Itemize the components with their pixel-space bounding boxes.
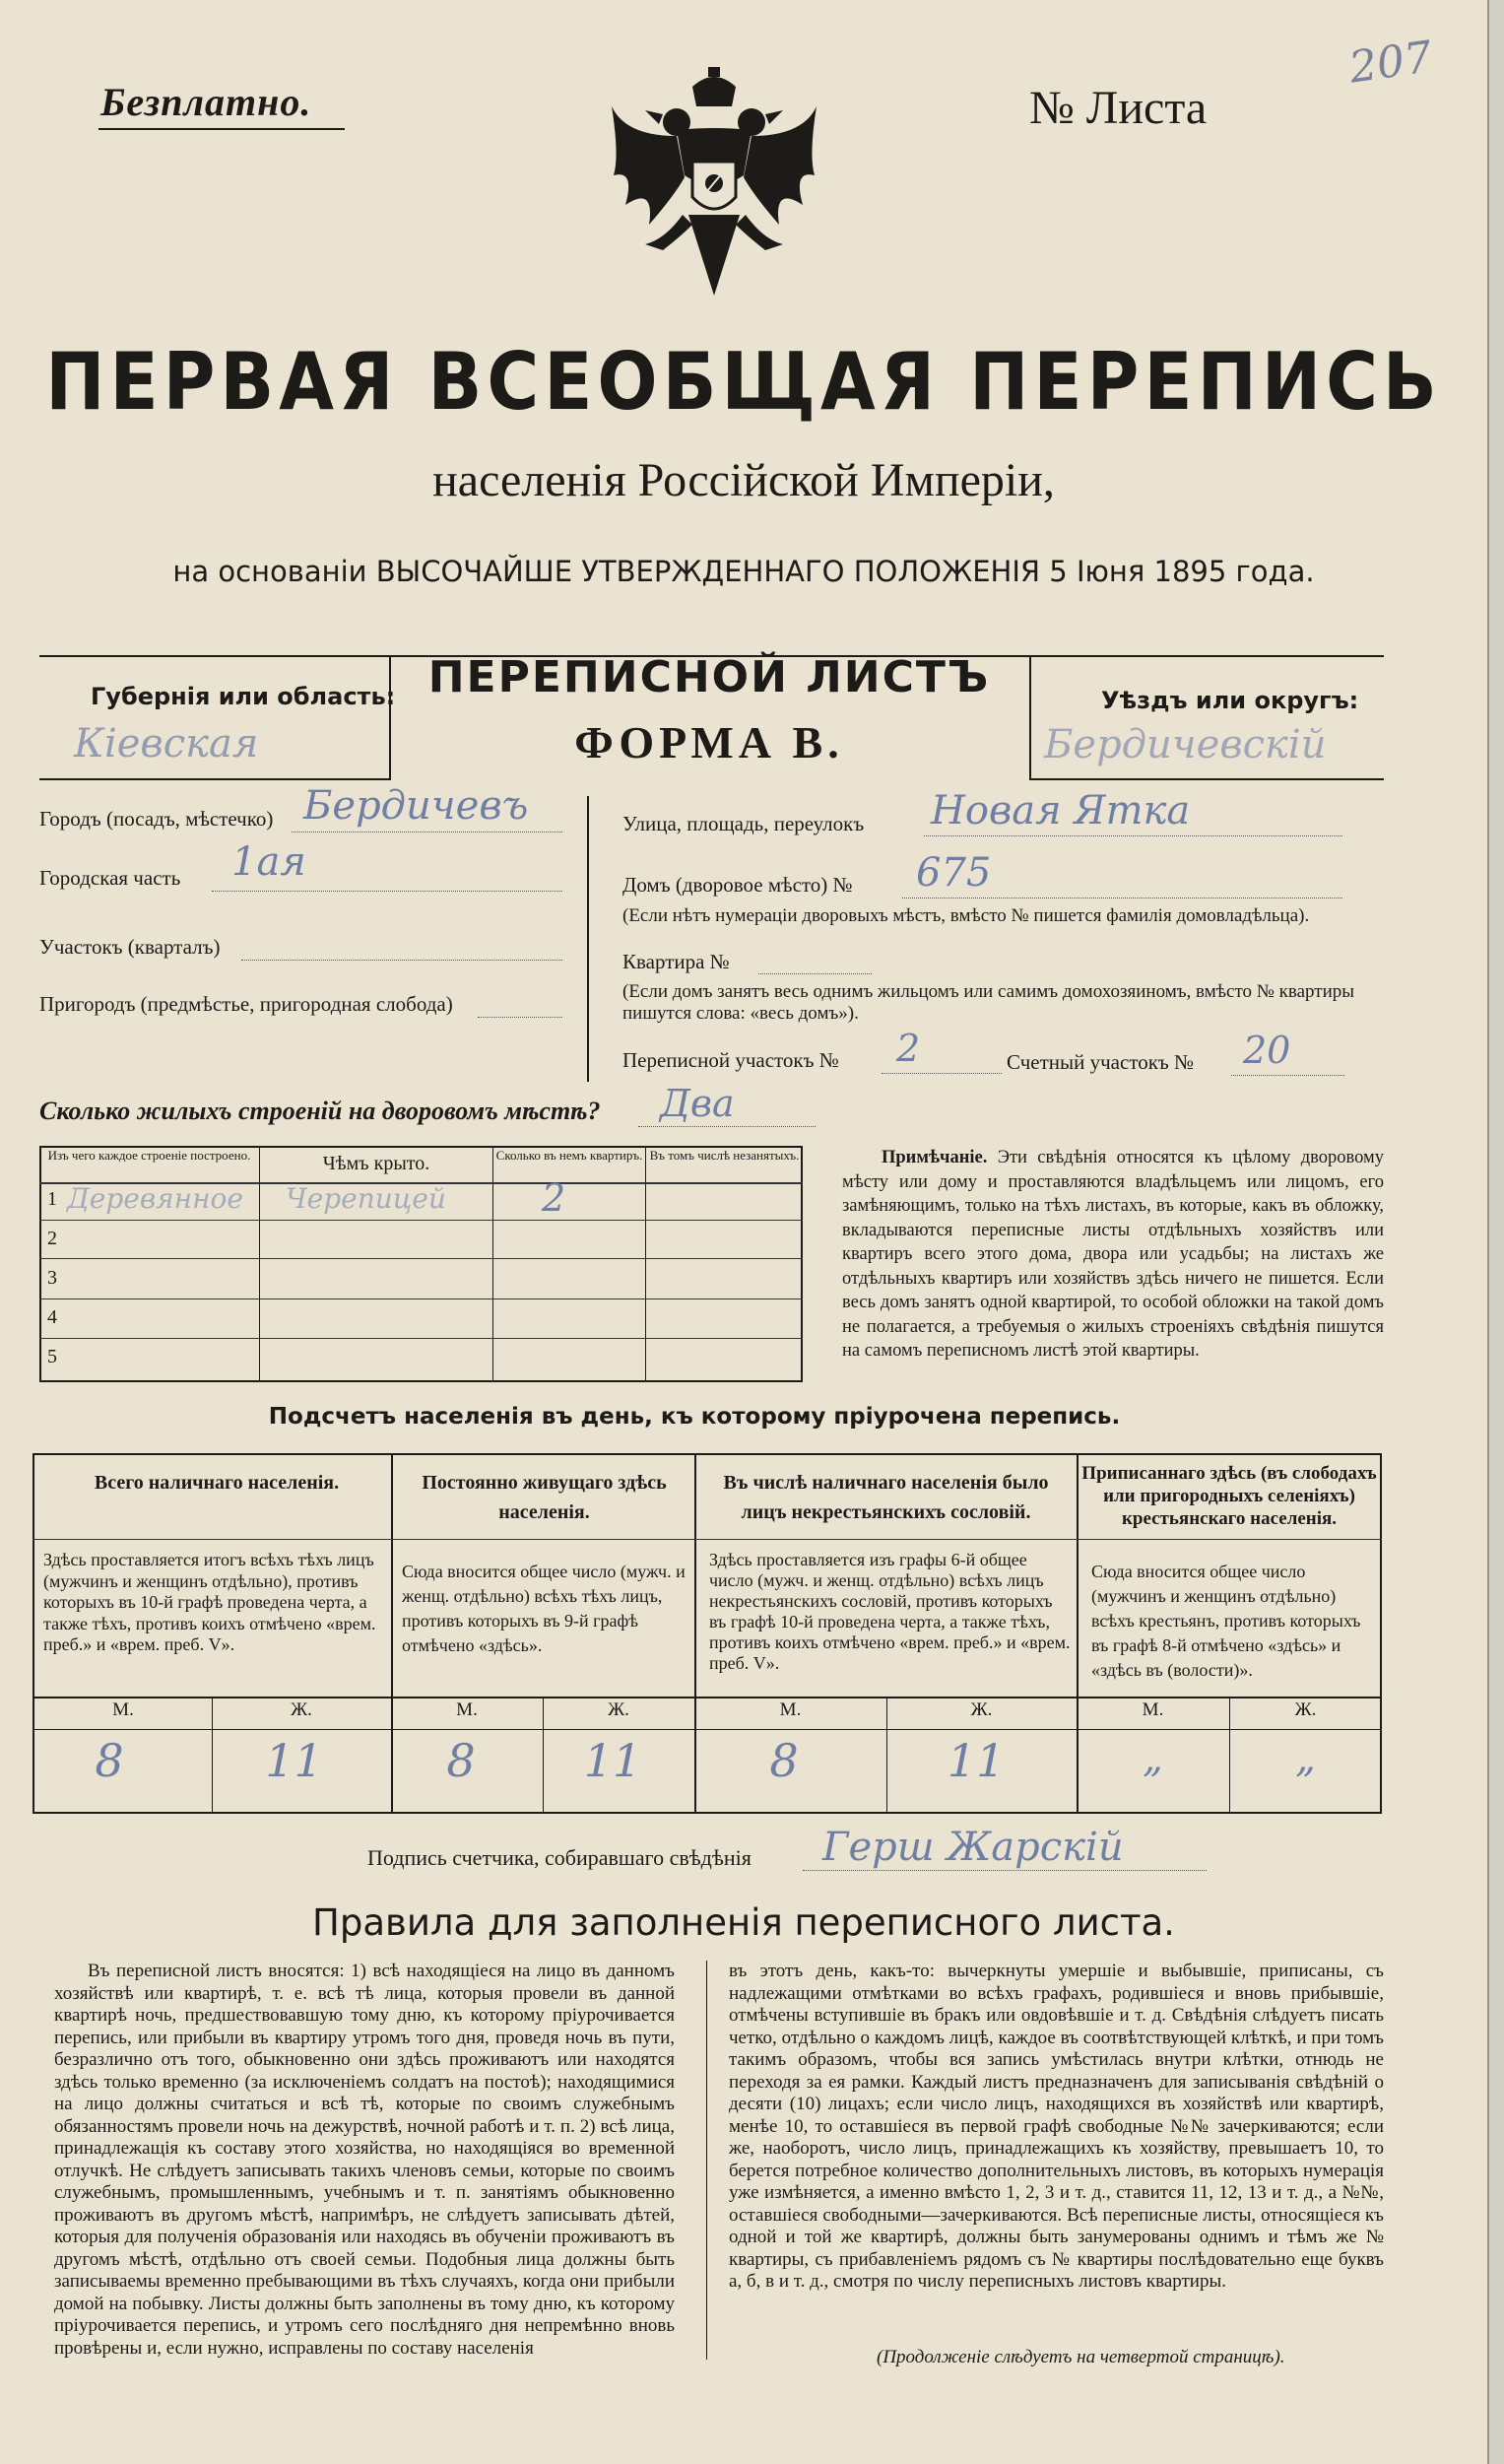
population-head-permanent: Постоянно живущаго здѣсь населенія. — [422, 1472, 667, 1523]
rules-right-column: въ этотъ день, какъ-то: вычеркнуты умершіе и выбывшіе, приписаны, съ надлежащими отмѣтками во всѣхъ графахъ, родившіеся и вновь прибывшіе, отмѣчены вступившіе въ бракъ или овдовѣвшіе и т. д. Свѣдѣнія слѣдуетъ писать четко, отдѣльно о каждомъ лицѣ, каждое въ соотвѣтствующей клѣткѣ, и при томъ такимъ образомъ, чтобы вся запись умѣстилась внутри клѣтки, отнюдь не переходя за ея рамки. Каждый листъ предназначенъ для записыванія свѣдѣній о десяти (10) лицахъ; если число лицъ, находящихся въ хозяйствѣ или квартирѣ, менѣе 10, то оставшіеся въ первой графѣ свободные №№ зачеркиваются; если же, наоборотъ, число лицъ, принадлежащихъ къ хозяйству, превышаетъ 10, то берется потребное количество дополнительныхъ листовъ, въ которыхъ нумерація уже измѣняется, а именно вмѣсто 1, 2, 3 и т. д., ставится 11, 12, 13 и т. д., а №№, оставшіеся свободными—зачеркиваются. Всѣ переписные листы, относящіеся къ одной и той же квартирѣ, должны быть занумерованы однимъ и тѣмъ же № квартиры, съ прибавленіемъ рядомъ съ № квартиры послѣдовательно еще буквъ а, б, в и т. д., смотря по числу переписныхъ листовъ квартиры. — [729, 1961, 1384, 2292]
subtitle: населенія Россійской Имперіи, — [432, 454, 1055, 506]
population-f-value: 11 — [583, 1734, 642, 1787]
population-f-label: Ж. — [291, 1699, 312, 1720]
population-head-total: Всего наличнаго населенія. — [94, 1472, 340, 1494]
population-desc-nonpeasant: Здѣсь проставляется изъ графы 6-й общее число (мужч. и женщ. отдѣльно) всѣхъ лицъ некрестьянскихъ сословій, противъ которыхъ въ графѣ 10-й проведена черта, а также тѣхъ, противъ коихъ отмѣчено «врем. преб.» и «врем. преб. V». — [709, 1550, 1071, 1673]
population-f-label: Ж. — [970, 1699, 993, 1720]
population-head-nonpeasant: Въ числѣ наличнаго населенія было лицъ некрестьянскихъ сословій. — [723, 1472, 1049, 1523]
population-head-registered: Приписаннаго здѣсь (въ слободахъ или пригородныхъ селеніяхъ) крестьянскаго населенія. — [1081, 1463, 1377, 1529]
gubernia-label: Губернія или область: — [91, 683, 396, 710]
census-district-value: 2 — [896, 1027, 921, 1070]
population-m-label: М. — [112, 1699, 134, 1720]
population-m-label: М. — [456, 1699, 478, 1720]
sheet-number-label: № Листа — [1029, 82, 1208, 134]
population-f-label: Ж. — [608, 1699, 629, 1720]
buildings-row-number: 3 — [47, 1267, 57, 1289]
buildings-header-apartments: Сколько въ немъ квартиръ. — [495, 1148, 643, 1163]
buildings-row-roof: Черепицей — [286, 1182, 446, 1215]
population-m-value: 8 — [95, 1734, 124, 1787]
population-desc-permanent: Сюда вносится общее число (мужч. и женщ. отдѣльно) всѣхъ тѣхъ лицъ, противъ которыхъ въ 9-й графѣ отмѣчено «здѣсь». — [402, 1562, 686, 1655]
population-m-value: „ — [1143, 1736, 1163, 1781]
gubernia-value: Кіевская — [74, 721, 259, 766]
apartment-note: (Если домъ занятъ весь однимъ жильцомъ или самимъ домохозяиномъ, вмѣсто № квартиры пишутся слова: «весь домъ»). — [622, 981, 1355, 1024]
buildings-row-number: 4 — [47, 1306, 57, 1328]
census-district-label: Переписной участокъ № — [622, 1048, 839, 1072]
street-label: Улица, площадь, переулокъ — [622, 812, 865, 835]
buildings-table — [39, 1146, 803, 1382]
buildings-row-number: 5 — [47, 1346, 57, 1367]
form-title: ФОРМА В. — [574, 717, 844, 767]
population-f-value: 11 — [947, 1734, 1006, 1787]
rules-left-column: Въ переписной листъ вносятся: 1) всѣ находящіеся на лицо въ данномъ хозяйствѣ или квартирѣ, т. е. всѣ тѣ лица, которыя провели въ данной квартирѣ ночь, предшествовавшую тому дню, къ которому пріурочивается перепись, или прибыли въ квартиру утромъ того дня, проведя ночь въ пути, безразлично отъ того, обыкновенно они здѣсь проживаютъ или находятся здѣсь только временно (за исключеніемъ солдатъ на постоѣ); находящимися на лицо должны считаться и всѣ тѣ, которые по своимъ служебнымъ обязанностямъ провели ночь на дежурствѣ, ночной работѣ и т. п. 2) всѣ лица, принадлежащія къ составу этого хозяйства, но находящіяся во временной отлучкѣ. Не слѣдуетъ записывать такихъ членовъ семьи, которые по своимъ служебнымъ, промышленнымъ, учебнымъ и т. п. занятіямъ обыкновенно проживаютъ въ другомъ мѣстѣ, напримѣръ, не слѣдуетъ записывать дѣтей, которыя для полученія образованія или находясь въ обученіи проживаютъ въ другомъ мѣстѣ, отдѣльно отъ своей семьи. Подобныя лица должны быть записываемы временно пребывающими въ тѣхъ случаяхъ, когда они прибыли домой на побывку. Листы должны быть заполнены въ тому дню, къ которому пріурочивается перепись, и утромъ сего послѣдняго дня непремѣнно вновь провѣрены и, если нужно, исправлены по составу населенія — [54, 1961, 675, 2359]
corner-number: 207 — [1345, 32, 1436, 94]
buildings-answer: Два — [660, 1082, 735, 1125]
population-desc-total: Здѣсь проставляется итогъ всѣхъ тѣхъ лицъ (мужчинъ и женщинъ отдѣльно), противъ которыхъ въ 10-й графѣ проведена черта, а также тѣхъ, противъ коихъ отмѣчено «врем. преб.» и «врем. преб. V». — [43, 1550, 376, 1654]
population-m-label: М. — [1142, 1699, 1164, 1720]
uezd-value: Бердичевскій — [1044, 722, 1327, 767]
count-district-label: Счетный участокъ № — [1007, 1050, 1195, 1074]
district-label: Участокъ (кварталъ) — [39, 935, 221, 959]
note-text: Эти свѣдѣнія относятся къ цѣлому дворовому мѣсту или дому и проставляются владѣльцемъ или лицомъ, его замѣняющимъ, только на тѣхъ листахъ, въ которые, какъ въ обложку, вкладываются переписные листы отдѣльныхъ хозяйствъ или квартиръ всего этого дома, двора или усадьбы; на листахъ же отдѣльныхъ квартиръ или хозяйствъ здѣсь ничего не пишется. Если весь домъ занятъ одной квартирой, то особой обложки на такой домъ не полагается, а требуемыя о жилыхъ строеніяхъ свѣдѣнія пишутся на самомъ переписномъ листѣ этой квартиры. — [842, 1148, 1384, 1361]
buildings-row-apartments: 2 — [542, 1176, 566, 1220]
imperial-eagle-icon — [606, 67, 822, 311]
rules-title: Правила для заполненія переписного листа. — [312, 1901, 1175, 1944]
population-f-value: 11 — [265, 1734, 323, 1787]
population-m-label: М. — [779, 1699, 802, 1720]
buildings-row-material: Деревянное — [67, 1182, 243, 1215]
city-label: Городъ (посадъ, мѣстечко) — [39, 807, 274, 831]
population-title: Подсчетъ населенія въ день, къ которому пріурочена перепись. — [268, 1404, 1121, 1430]
house-label: Домъ (дворовое мѣсто) № — [622, 873, 853, 897]
buildings-question: Сколько жилыхъ строеній на дворовомъ мѣстѣ? — [39, 1097, 601, 1125]
population-f-value: „ — [1295, 1736, 1316, 1781]
city-part-value: 1ая — [231, 839, 306, 885]
rules-continuation: (Продолженіе слѣдуетъ на четвертой страницѣ). — [877, 2347, 1285, 2367]
free-label: Безплатно. — [100, 80, 312, 124]
buildings-header-material: Изъ чего каждое строеніе построено. — [47, 1148, 251, 1163]
signature-label: Подпись счетчика, собиравшаго свѣдѣнія — [367, 1845, 752, 1870]
buildings-header-vacant: Въ томъ числѣ незанятыхъ. — [649, 1148, 800, 1163]
street-value: Новая Ятка — [931, 788, 1191, 833]
buildings-note — [842, 1146, 1384, 1364]
sheet-title: ПЕРЕПИСНОЙ ЛИСТЪ — [427, 652, 991, 702]
buildings-header-roof: Чѣмъ крыто. — [322, 1153, 430, 1174]
uezd-label: Уѣздъ или округъ: — [1101, 687, 1359, 714]
signature-value: Герш Жарскій — [822, 1825, 1124, 1870]
legal-basis: на основаніи ВЫСОЧАЙШЕ УТВЕРЖДЕННАГО ПОЛОЖЕНІЯ 5 Іюня 1895 года. — [172, 555, 1315, 588]
note-heading: Примѣчаніе. — [882, 1148, 988, 1167]
suburb-label: Пригородъ (предмѣстье, пригородная слобода) — [39, 992, 453, 1016]
buildings-row-number: 2 — [47, 1228, 57, 1249]
city-part-label: Городская часть — [39, 866, 181, 890]
population-f-label: Ж. — [1294, 1699, 1317, 1720]
house-note: (Если нѣтъ нумераціи дворовыхъ мѣстъ, вмѣсто № пишется фамилія домовладѣльца). — [622, 905, 1310, 926]
buildings-row-number: 1 — [47, 1188, 57, 1210]
population-desc-registered: Сюда вносится общее число (мужчинъ и женщинъ отдѣльно) всѣхъ крестьянъ, противъ которыхъ въ графѣ 8-й отмѣчено «здѣсь» и «здѣсь въ (волости)». — [1091, 1562, 1361, 1680]
population-m-value: 8 — [446, 1734, 476, 1787]
main-title: ПЕРВАЯ ВСЕОБЩАЯ ПЕРЕПИСЬ — [45, 334, 1442, 429]
apartment-label: Квартира № — [622, 950, 730, 973]
city-value: Бердичевъ — [303, 783, 529, 829]
house-value: 675 — [916, 850, 992, 896]
population-m-value: 8 — [769, 1734, 799, 1787]
count-district-value: 20 — [1243, 1029, 1291, 1072]
